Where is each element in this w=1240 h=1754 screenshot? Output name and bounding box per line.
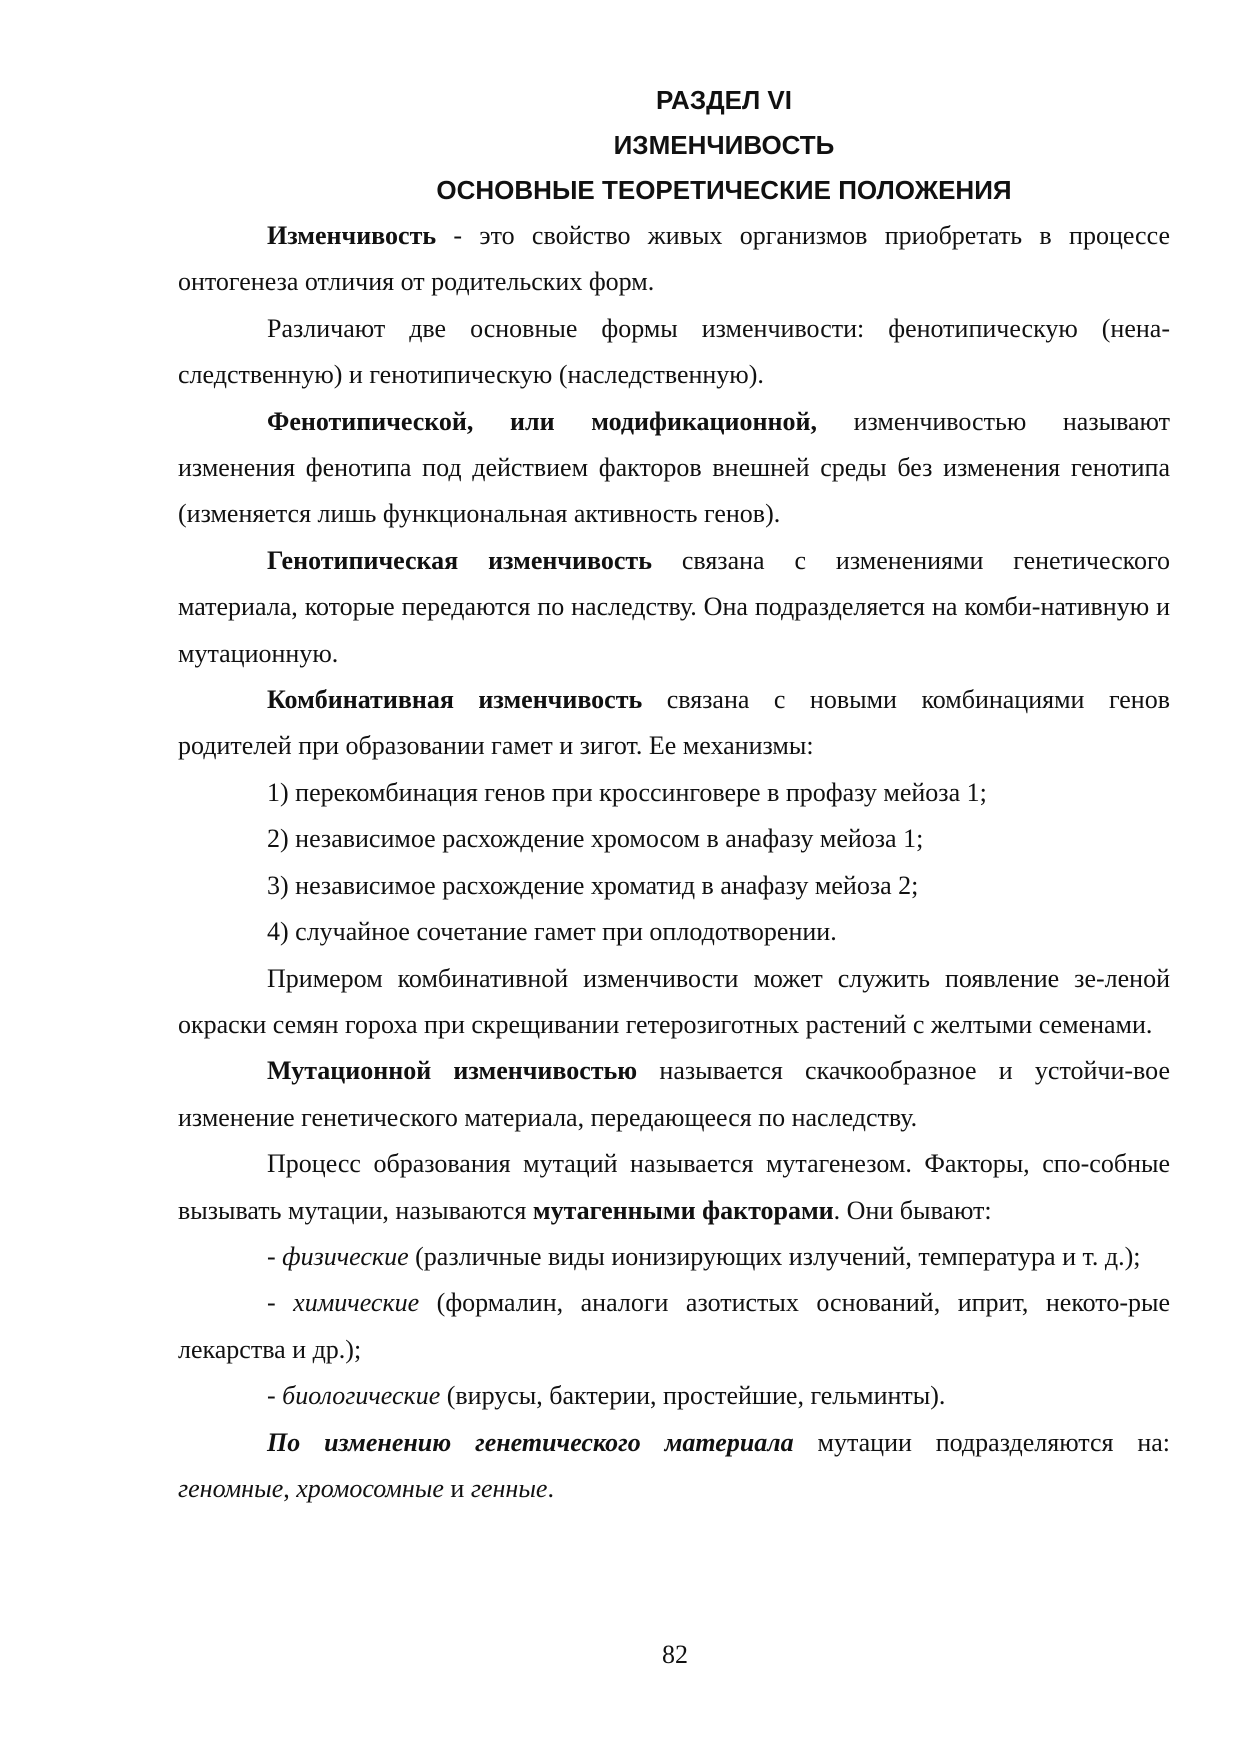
list-item: 4) случайное сочетание гамет при оплодотворении. bbox=[267, 917, 837, 947]
list-text: (вирусы, бактерии, простейшие, гельминты). bbox=[440, 1381, 946, 1411]
term-chromosomal: хромосомные bbox=[296, 1473, 444, 1503]
paragraph-text: изменчивостью называют изменения фенотипа под действием факторов внешней среды без изменения генотипа (изменяется лишь функциональная активность генов). bbox=[178, 406, 1170, 529]
term-variability: Изменчивость bbox=[267, 221, 437, 250]
paragraph-definition bbox=[178, 213, 1170, 306]
list-item bbox=[178, 1280, 1170, 1373]
paragraph-genotypic bbox=[178, 538, 1170, 677]
paragraph-mutagenesis bbox=[178, 1141, 1170, 1234]
list-item: 2) независимое расхождение хромосом в анафазу мейоза 1; bbox=[267, 824, 924, 854]
term-mutational: Мутационной изменчивостью bbox=[267, 1056, 638, 1086]
paragraph-example bbox=[178, 956, 1170, 1049]
paragraph-text: . Они бывают: bbox=[833, 1195, 992, 1225]
term-by-genetic-material: По изменению генетического материала bbox=[267, 1427, 794, 1457]
list-item: 1) перекомбинация генов при кроссинговере в профазу мейоза 1; bbox=[267, 777, 987, 807]
paragraph-mutational bbox=[178, 1048, 1170, 1141]
paragraph-forms bbox=[178, 306, 1170, 399]
list-text: (формалин, аналоги азотистых оснований, иприт, некото-рые лекарства и др.); bbox=[178, 1288, 1170, 1364]
term-mutagenic-factors: мутагенными факторами bbox=[532, 1195, 834, 1225]
list-dash: - bbox=[267, 1241, 283, 1271]
chapter-title: ИЗМЕНЧИВОСТЬ bbox=[613, 130, 835, 160]
separator: . bbox=[547, 1473, 554, 1503]
term-phenotypic: Фенотипической, или модификационной, bbox=[267, 406, 817, 436]
section-subtitle: ОСНОВНЫЕ ТЕОРЕТИЧЕСКИЕ ПОЛОЖЕНИЯ bbox=[436, 175, 1012, 205]
separator: , bbox=[283, 1473, 297, 1503]
term-combinative: Комбинативная изменчивость bbox=[267, 685, 643, 715]
separator: и bbox=[443, 1473, 471, 1503]
list-text: (различные виды ионизирующих излучений, температура и т. д.); bbox=[408, 1241, 1141, 1271]
page-number: 82 bbox=[662, 1640, 688, 1669]
term-chemical: химические bbox=[293, 1288, 420, 1318]
list-item bbox=[178, 1373, 1170, 1419]
paragraph-text: связана с новыми комбинациями генов родителей при образовании гамет и зигот. Ее механизмы: bbox=[178, 685, 1170, 761]
paragraph-text: - это свойство живых организмов приобретать в процессе онтогенеза отличия от родительских форм. bbox=[178, 221, 1170, 297]
term-gene: генные bbox=[470, 1473, 548, 1503]
paragraph-text: Различают две основные формы изменчивости: фенотипическую (нена-следственную) и генотипическую (наследственную). bbox=[178, 313, 1170, 390]
term-physical: физические bbox=[282, 1241, 409, 1271]
list-item bbox=[178, 1234, 1170, 1280]
paragraph-text: называется скачкообразное и устойчи-вое изменение генетического материала, передающееся по наследству. bbox=[178, 1056, 1171, 1132]
list-dash: - bbox=[267, 1381, 283, 1411]
list-dash: - bbox=[267, 1288, 294, 1318]
paragraph-text: связана с изменениями генетического материала, которые передаются по наследству. Она подразделяется на комби-нативную и мутационную. bbox=[178, 545, 1170, 668]
paragraph-text: мутации подразделяются на: bbox=[793, 1427, 1170, 1457]
paragraph-combinative bbox=[178, 677, 1170, 770]
paragraph-phenotypic bbox=[178, 399, 1170, 538]
list-item: 3) независимое расхождение хроматид в анафазу мейоза 2; bbox=[267, 870, 919, 900]
term-biological: биологические bbox=[282, 1381, 441, 1411]
paragraph-text: Процесс образования мутаций называется мутагенезом. Факторы, спо-собные вызывать мутации, называются bbox=[178, 1149, 1170, 1225]
term-genotypic: Генотипическая изменчивость bbox=[267, 545, 652, 575]
section-heading: РАЗДЕЛ VI bbox=[655, 85, 793, 115]
paragraph-text: Примером комбинативной изменчивости может служить появление зе-леной окраски семян гороха при скрещивании гетерозиготных растений с желтыми семенами. bbox=[178, 963, 1170, 1039]
paragraph-classification bbox=[178, 1420, 1170, 1513]
document-page bbox=[178, 78, 1170, 1512]
term-genomic: геномные bbox=[178, 1473, 284, 1503]
